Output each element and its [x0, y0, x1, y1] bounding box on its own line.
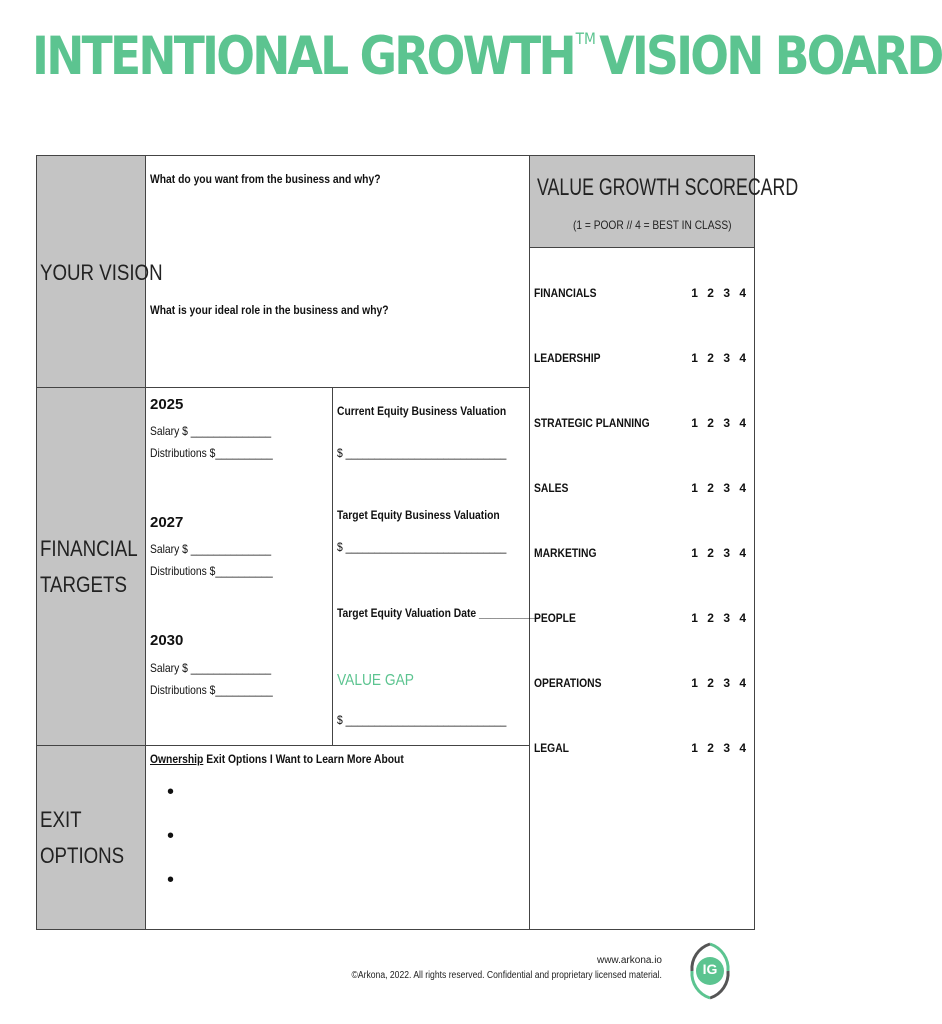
value-gap-field[interactable]: $ ____________________________ [337, 713, 507, 727]
exit-bullet: • [167, 869, 175, 891]
year-2027: 2027 [150, 514, 184, 531]
salary-2025: Salary $ ______________ [150, 424, 272, 438]
exit-content-cell [145, 745, 530, 930]
scorecard-row-label: LEADERSHIP [534, 351, 601, 365]
trademark-mark: TM [575, 29, 596, 48]
scorecard-rating-scale[interactable]: 1 2 3 4 [691, 741, 746, 755]
current-valuation-field[interactable]: $ ____________________________ [337, 446, 507, 460]
exit-heading-rest: Exit Options I Want to Learn More About [203, 752, 404, 766]
scorecard-row-label: MARKETING [534, 546, 597, 560]
target-valuation-label: Target Equity Business Valuation [337, 508, 500, 522]
scorecard-rating-scale[interactable]: 1 2 3 4 [691, 416, 746, 430]
scorecard-body [529, 247, 755, 930]
scorecard-title: VALUE GROWTH SCORECARD [537, 174, 799, 201]
year-2030: 2030 [150, 632, 184, 649]
scorecard-rating-scale[interactable]: 1 2 3 4 [691, 481, 746, 495]
title-main: INTENTIONAL GROWTH [32, 26, 574, 87]
distributions-2025: Distributions $__________ [150, 446, 273, 460]
salary-2027: Salary $ ______________ [150, 542, 272, 556]
target-valuation-date-field[interactable]: Target Equity Valuation Date __________ [337, 606, 537, 620]
scorecard-row [534, 546, 752, 566]
financial-targets-label [40, 531, 138, 603]
scorecard-rating-scale[interactable]: 1 2 3 4 [691, 676, 746, 690]
exit-heading-underlined: Ownership [150, 752, 204, 766]
scorecard-row-label: OPERATIONS [534, 676, 602, 690]
scorecard-row [534, 676, 752, 696]
current-valuation-label: Current Equity Business Valuation [337, 404, 507, 418]
title-suffix: VISION BOARD [599, 26, 942, 87]
scorecard-rating-scale[interactable]: 1 2 3 4 [691, 351, 746, 365]
scorecard-rating-scale[interactable]: 1 2 3 4 [691, 611, 746, 625]
ig-logo [690, 940, 730, 1002]
distributions-2030: Distributions $__________ [150, 683, 273, 697]
scorecard-rating-scale[interactable]: 1 2 3 4 [691, 546, 746, 560]
exit-options-heading [150, 752, 404, 766]
exit-bullet: • [167, 781, 175, 803]
exit-label-line2: OPTIONS [40, 843, 125, 868]
scorecard-row-label: SALES [534, 481, 569, 495]
your-vision-label: YOUR VISION [40, 260, 163, 285]
financial-valuation-cell [332, 387, 530, 746]
value-gap-label: VALUE GAP [337, 672, 414, 689]
scorecard-row [534, 351, 752, 371]
financial-label-line1: FINANCIAL [40, 536, 138, 561]
scorecard-row [534, 286, 752, 306]
scorecard-rating-scale[interactable]: 1 2 3 4 [691, 286, 746, 300]
vision-content-cell [145, 155, 530, 388]
exit-options-label [40, 802, 124, 874]
distributions-2027: Distributions $__________ [150, 564, 273, 578]
exit-bullet: • [167, 825, 175, 847]
ig-logo-text: IG [702, 961, 718, 977]
year-2025: 2025 [150, 396, 184, 413]
target-valuation-field[interactable]: $ ____________________________ [337, 540, 507, 554]
salary-2030: Salary $ ______________ [150, 661, 272, 675]
scorecard-subtitle: (1 = POOR // 4 = BEST IN CLASS) [573, 218, 732, 232]
vision-question-1: What do you want from the business and why? [150, 172, 381, 186]
footer-copyright: ©Arkona, 2022. All rights reserved. Confidential and proprietary licensed material. [351, 970, 662, 981]
vision-question-2: What is your ideal role in the business and why? [150, 303, 389, 317]
scorecard-row [534, 741, 752, 761]
scorecard-row [534, 611, 752, 631]
page-title [32, 26, 942, 106]
scorecard-row [534, 416, 752, 436]
scorecard-row-label: STRATEGIC PLANNING [534, 416, 650, 430]
scorecard-row-label: FINANCIALS [534, 286, 597, 300]
scorecard-row-label: LEGAL [534, 741, 569, 755]
scorecard-row [534, 481, 752, 501]
financial-label-line2: TARGETS [40, 572, 127, 597]
scorecard-row-label: PEOPLE [534, 611, 576, 625]
footer-url[interactable]: www.arkona.io [596, 955, 662, 966]
exit-label-line1: EXIT [40, 807, 82, 832]
